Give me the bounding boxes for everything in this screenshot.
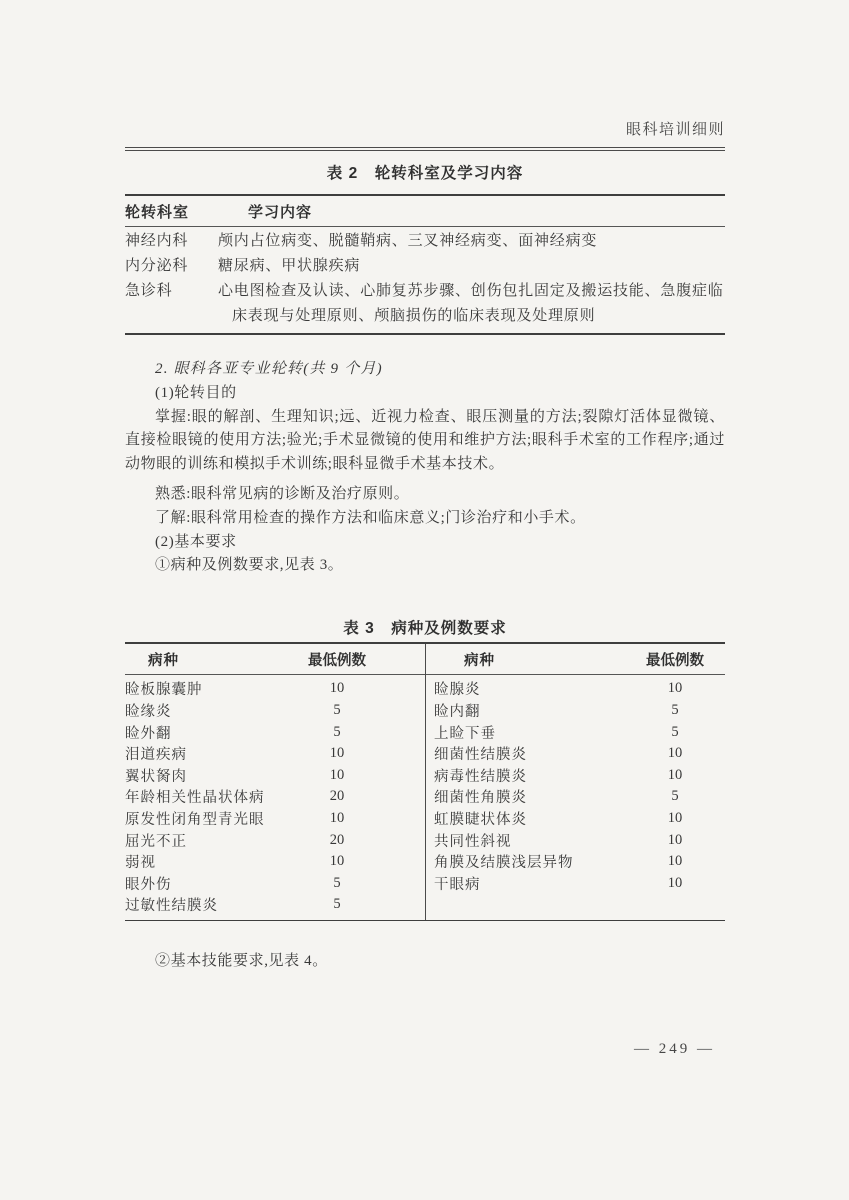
- disease-cell: 年龄相关性晶状体病: [125, 790, 265, 807]
- document-page: [125, 0, 725, 1058]
- table-row: [426, 721, 725, 743]
- table-row: [125, 229, 725, 254]
- count-cell: 20: [329, 788, 345, 805]
- table3-right-body: [426, 675, 725, 898]
- paragraph-understand: 了解:眼科常用检查的操作方法和临床意义;门诊治疗和小手术。: [155, 509, 586, 526]
- table2-content-cell: 心电图检查及认读、心肺复苏步骤、创伤包扎固定及搬运技能、急腹症临床表现与处理原则、颅脑损伤的临床表现及处理原则: [218, 283, 724, 324]
- count-cell: 10: [667, 680, 683, 697]
- disease-cell: 过敏性结膜炎: [125, 898, 218, 915]
- table3-header-row: [426, 644, 725, 675]
- disease-cell: 病毒性结膜炎: [434, 768, 527, 785]
- disease-cell: 干眼病: [434, 876, 481, 893]
- table2-dept-cell: 急诊科: [125, 283, 173, 299]
- count-cell: 5: [671, 723, 679, 740]
- disease-cell: 上睑下垂: [434, 725, 496, 742]
- disease-cell: 睑腺炎: [434, 682, 481, 699]
- table-row: [125, 786, 425, 808]
- table-row: [426, 743, 725, 765]
- table2-dept-cell: 内分泌科: [125, 258, 189, 274]
- table3-col-disease: 病种: [148, 652, 179, 669]
- disease-cell: 睑板腺囊肿: [125, 682, 203, 699]
- disease-cell: 泪道疾病: [125, 747, 187, 764]
- count-cell: 10: [667, 745, 683, 762]
- table2-body: [125, 227, 725, 333]
- table-row: [125, 873, 425, 895]
- disease-cell: 翼状胬肉: [125, 768, 187, 785]
- table-row: [125, 765, 425, 787]
- table-row: [426, 700, 725, 722]
- count-cell: 10: [329, 853, 345, 870]
- disease-cell: 角膜及结膜浅层异物: [434, 855, 574, 872]
- table2-title: 表 2 轮转科室及学习内容: [326, 165, 524, 182]
- table-row: [125, 700, 425, 722]
- paragraph-master: 掌握:眼的解剖、生理知识;远、近视力检查、眼压测量的方法;裂隙灯活体显微镜、直接检眼镜的使用方法;验光;手术显微镜的使用和维护方法;眼科手术室的工作程序;通过动物眼的训练和模拟手术训练;眼科显微手术基本技术。: [125, 408, 725, 473]
- list-item-2: ②基本技能要求,见表 4。: [155, 952, 328, 969]
- table-row: [125, 743, 425, 765]
- count-cell: 10: [667, 831, 683, 848]
- list-item-1: ①病种及例数要求,见表 3。: [155, 557, 344, 574]
- disease-cell: 睑缘炎: [125, 704, 172, 721]
- count-cell: 10: [667, 853, 683, 870]
- table-row: [125, 851, 425, 873]
- disease-cell: 睑外翻: [125, 725, 172, 742]
- count-cell: 10: [667, 810, 683, 827]
- body-text: [125, 358, 725, 578]
- table3-col-min-cases: 最低例数: [646, 652, 704, 669]
- count-cell: 5: [671, 702, 679, 719]
- table-row: [426, 829, 725, 851]
- disease-cell: 细菌性角膜炎: [434, 790, 527, 807]
- table2: [125, 194, 725, 335]
- table3-title: 表 3 病种及例数要求: [343, 620, 507, 638]
- table-row: [125, 829, 425, 851]
- table2-col-content: 学习内容: [248, 203, 313, 221]
- table3-left-half: [125, 644, 425, 920]
- table3-col-disease: 病种: [464, 652, 495, 669]
- count-cell: 10: [329, 766, 345, 783]
- paragraph-familiar: 熟悉:眼科常见病的诊断及治疗原则。: [155, 485, 410, 502]
- count-cell: 5: [333, 702, 341, 719]
- table-row: [125, 808, 425, 830]
- disease-cell: 睑内翻: [434, 704, 481, 721]
- table-row: [426, 765, 725, 787]
- table3-left-body: [125, 675, 425, 920]
- table2-content-cell: 颅内占位病变、脱髓鞘病、三叉神经病变、面神经病变: [218, 233, 598, 249]
- table-row: [125, 721, 425, 743]
- disease-cell: 细菌性结膜炎: [434, 747, 527, 764]
- count-cell: 5: [333, 874, 341, 891]
- table2-col-dept: 轮转科室: [125, 203, 190, 221]
- table2-dept-cell: 神经内科: [125, 233, 189, 249]
- count-cell: 10: [667, 766, 683, 783]
- table-row: [125, 279, 725, 329]
- table3-header-row: [125, 644, 425, 675]
- subsection-2: (2)基本要求: [155, 533, 237, 550]
- table-row: [426, 873, 725, 895]
- count-cell: 10: [329, 810, 345, 827]
- table-row: [125, 678, 425, 700]
- table-row: [125, 254, 725, 279]
- table3-col-min-cases: 最低例数: [308, 652, 366, 669]
- count-cell: 5: [333, 896, 341, 913]
- disease-cell: 虹膜睫状体炎: [434, 812, 527, 829]
- header-rule: [125, 147, 725, 151]
- table-row: [426, 678, 725, 700]
- disease-cell: 屈光不正: [125, 833, 187, 850]
- section-heading: 2. 眼科各亚专业轮转(共 9 个月): [155, 361, 383, 377]
- subsection-1: (1)轮转目的: [155, 384, 237, 401]
- count-cell: 5: [333, 723, 341, 740]
- disease-cell: 共同性斜视: [434, 833, 512, 850]
- disease-cell: 弱视: [125, 855, 156, 872]
- count-cell: 20: [329, 831, 345, 848]
- count-cell: 10: [667, 874, 683, 891]
- page-number: — 249 —: [634, 1040, 715, 1057]
- table-row: [426, 786, 725, 808]
- table-row: [125, 894, 425, 916]
- running-header: 眼科培训细则: [625, 122, 725, 138]
- disease-cell: 眼外伤: [125, 876, 172, 893]
- count-cell: 5: [671, 788, 679, 805]
- table3: [125, 642, 725, 921]
- table3-right-half: [425, 644, 725, 920]
- table2-header-row: [125, 196, 725, 227]
- count-cell: 10: [329, 745, 345, 762]
- table-row: [426, 851, 725, 873]
- table-row: [426, 808, 725, 830]
- count-cell: 10: [329, 680, 345, 697]
- disease-cell: 原发性闭角型青光眼: [125, 812, 265, 829]
- table2-content-cell: 糖尿病、甲状腺疾病: [218, 258, 361, 274]
